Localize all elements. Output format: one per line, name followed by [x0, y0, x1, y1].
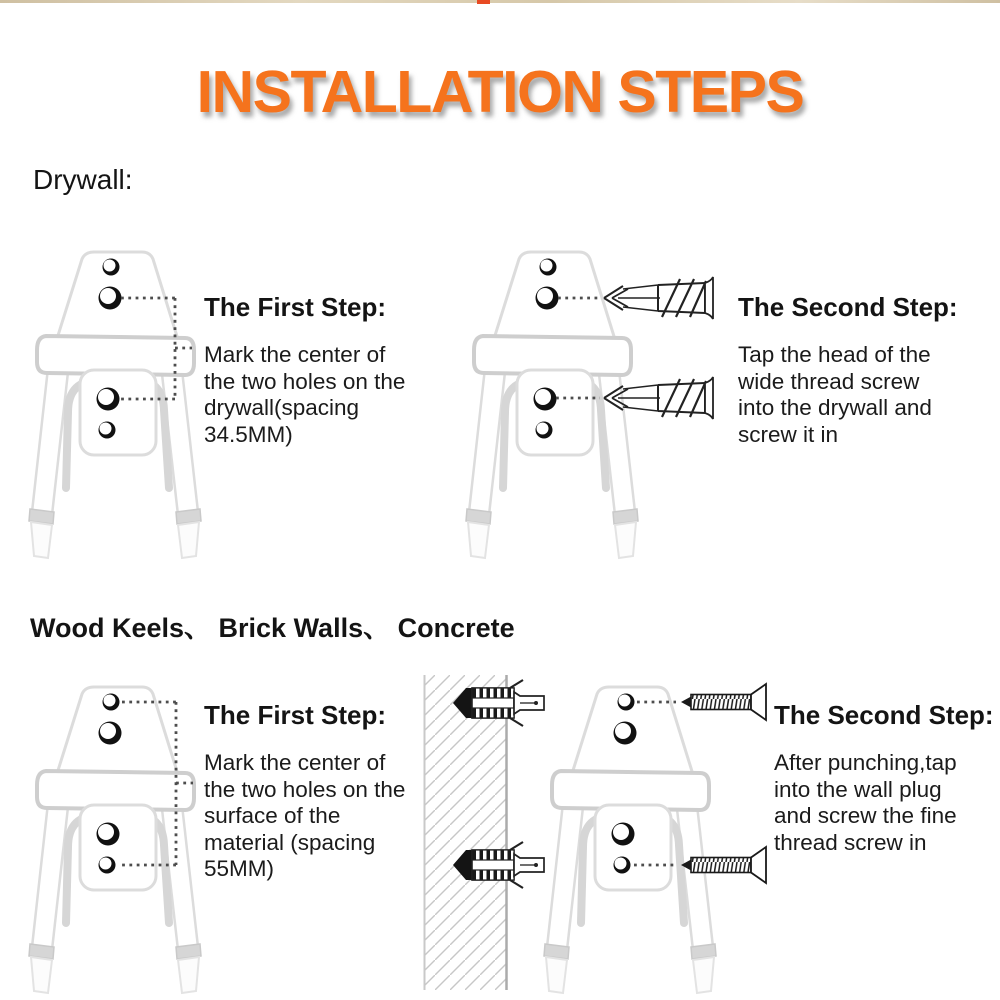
step-heading: The First Step: [204, 292, 387, 322]
step-heading: The Second Step: [774, 700, 994, 730]
step-line: surface of the [204, 803, 341, 828]
step-line: drywall(spacing [204, 395, 360, 420]
page-title: INSTALLATION STEPS [196, 59, 804, 125]
step-line: After punching,tap [774, 750, 957, 775]
wall-cross-section [424, 675, 507, 990]
step-masonry-second [774, 700, 994, 856]
step-body [774, 750, 994, 856]
step-line: 55MM) [204, 856, 275, 881]
fine-thread-screw-icon [681, 684, 766, 720]
section-label-masonry: Wood Keels、 Brick Walls、 Concrete [30, 613, 515, 643]
section-label-drywall: Drywall: [33, 164, 133, 195]
step-line: screw it in [738, 421, 839, 447]
step-line: material (spacing [204, 829, 376, 855]
step-line: wide thread screw [738, 368, 920, 394]
wall-hook-illustration [544, 687, 716, 993]
step-heading: The Second Step: [738, 292, 958, 322]
step-line: into the drywall and [738, 395, 932, 420]
step-masonry-first [204, 700, 405, 883]
step-line: Mark the center of [204, 750, 386, 775]
step-line: 34.5MM) [204, 421, 293, 447]
step-line: Tap the head of the [738, 342, 931, 367]
step-line: thread screw in [774, 829, 927, 855]
step-heading: The First Step: [204, 700, 387, 730]
step-line: Mark the center of [204, 342, 386, 367]
step-body [204, 342, 405, 448]
step-line: the two holes on the [204, 368, 406, 394]
step-line: into the wall plug [774, 776, 942, 802]
step-body [738, 342, 958, 448]
wall-hook-illustration [29, 252, 201, 558]
step-drywall-first [204, 292, 405, 448]
step-drywall-second [738, 292, 958, 448]
step-line: the two holes on the [204, 776, 406, 802]
step-body [204, 750, 405, 883]
step-line: and screw the fine [774, 803, 957, 828]
wide-thread-screw-icon [604, 277, 713, 319]
